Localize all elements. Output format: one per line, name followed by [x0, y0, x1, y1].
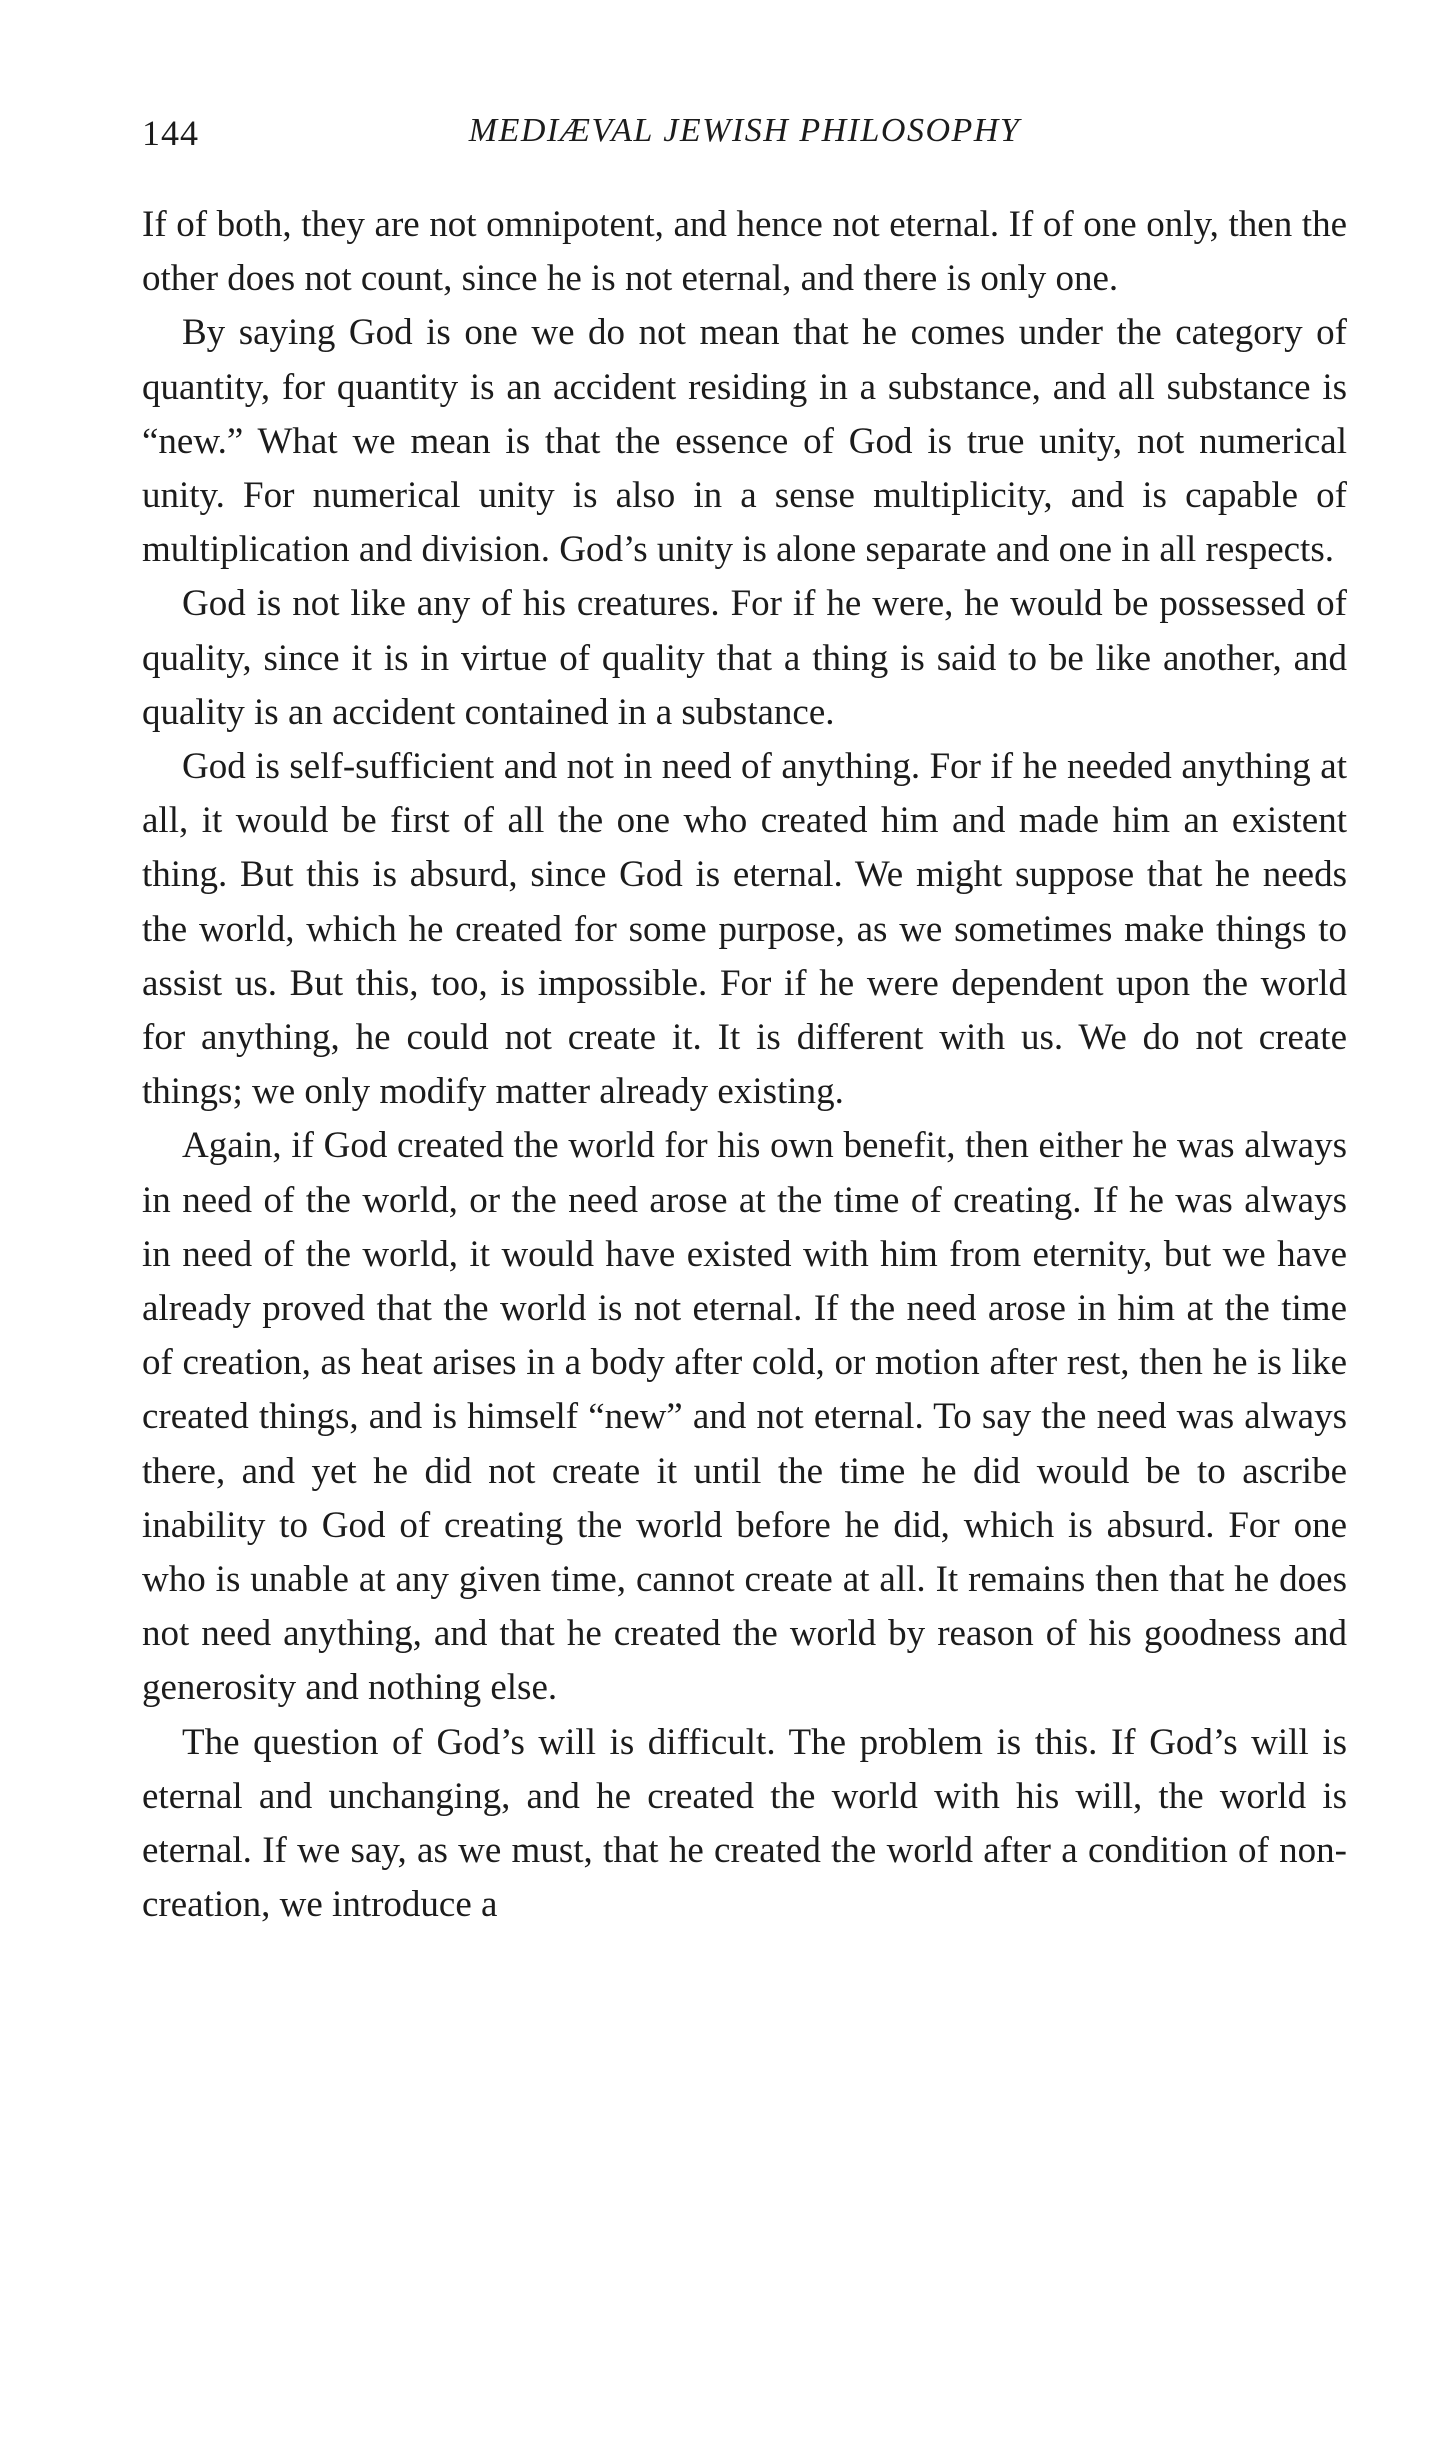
running-head: MEDIÆVAL JEWISH PHILOSOPHY	[468, 112, 1021, 149]
page-header	[142, 112, 1347, 162]
paragraph-self-sufficiency: God is self-sufficient and not in need of anything. For if he needed anything at all, it would be first of all the one who created him and made him an existent thing. But this is absurd, since God is eternal. We might suppose that he needs the world, which he created for some purpose, as we sometimes make things to assist us. But this, too, is impossible. For if he were dependent upon the world for anything, he could not create it. It is different with us. We do not create things; we only modify matter already existing.	[142, 746, 1347, 1113]
paragraph-unity: By saying God is one we do not mean that he comes under the category of quantity, for quantity is an accident residing in a substance, and all substance is “new.” What we mean is that the essence of God is true unity, not numerical unity. For numerical unity is also in a sense multiplicity, and is capable of multiplication and division. God’s unity is alone separate and one in all respects.	[142, 312, 1347, 571]
paragraph-creation-benefit: Again, if God created the world for his own benefit, then either he was always in need of the world, or the need arose at the time of creating. If he was always in need of the world, it would have existed with him from eternity, but we have already proved that the world is not eternal. If the need arose in him at the time of creation, as heat arises in a body after cold, or motion after rest, then he is like created things, and is himself “new” and not eternal. To say the need was always there, and yet he did not create it until the time he did would be to ascribe inability to God of creating the world before he did, which is absurd. For one who is unable at any given time, cannot create at all. It remains then that he does not need anything, and that he created the world by reason of his goodness and generosity and nothing else.	[142, 1125, 1347, 1709]
paragraph-continued: If of both, they are not omnipotent, and hence not eternal. If of one only, then the other does not count, since he is not eternal, and there is only one.	[142, 204, 1347, 300]
page-number: 144	[142, 113, 199, 153]
paragraph-likeness: God is not like any of his creatures. For if he were, he would be possessed of quality, since it is in virtue of quality that a thing is said to be like another, and quality is an accident contained in a substance.	[142, 583, 1347, 733]
body-text	[142, 198, 1347, 1933]
paragraph-gods-will: The question of God’s will is difficult. The problem is this. If God’s will is eternal and unchanging, and he created the world with his will, the world is eternal. If we say, as we must, that he created the world after a condition of non-creation, we introduce a	[142, 1721, 1347, 1926]
